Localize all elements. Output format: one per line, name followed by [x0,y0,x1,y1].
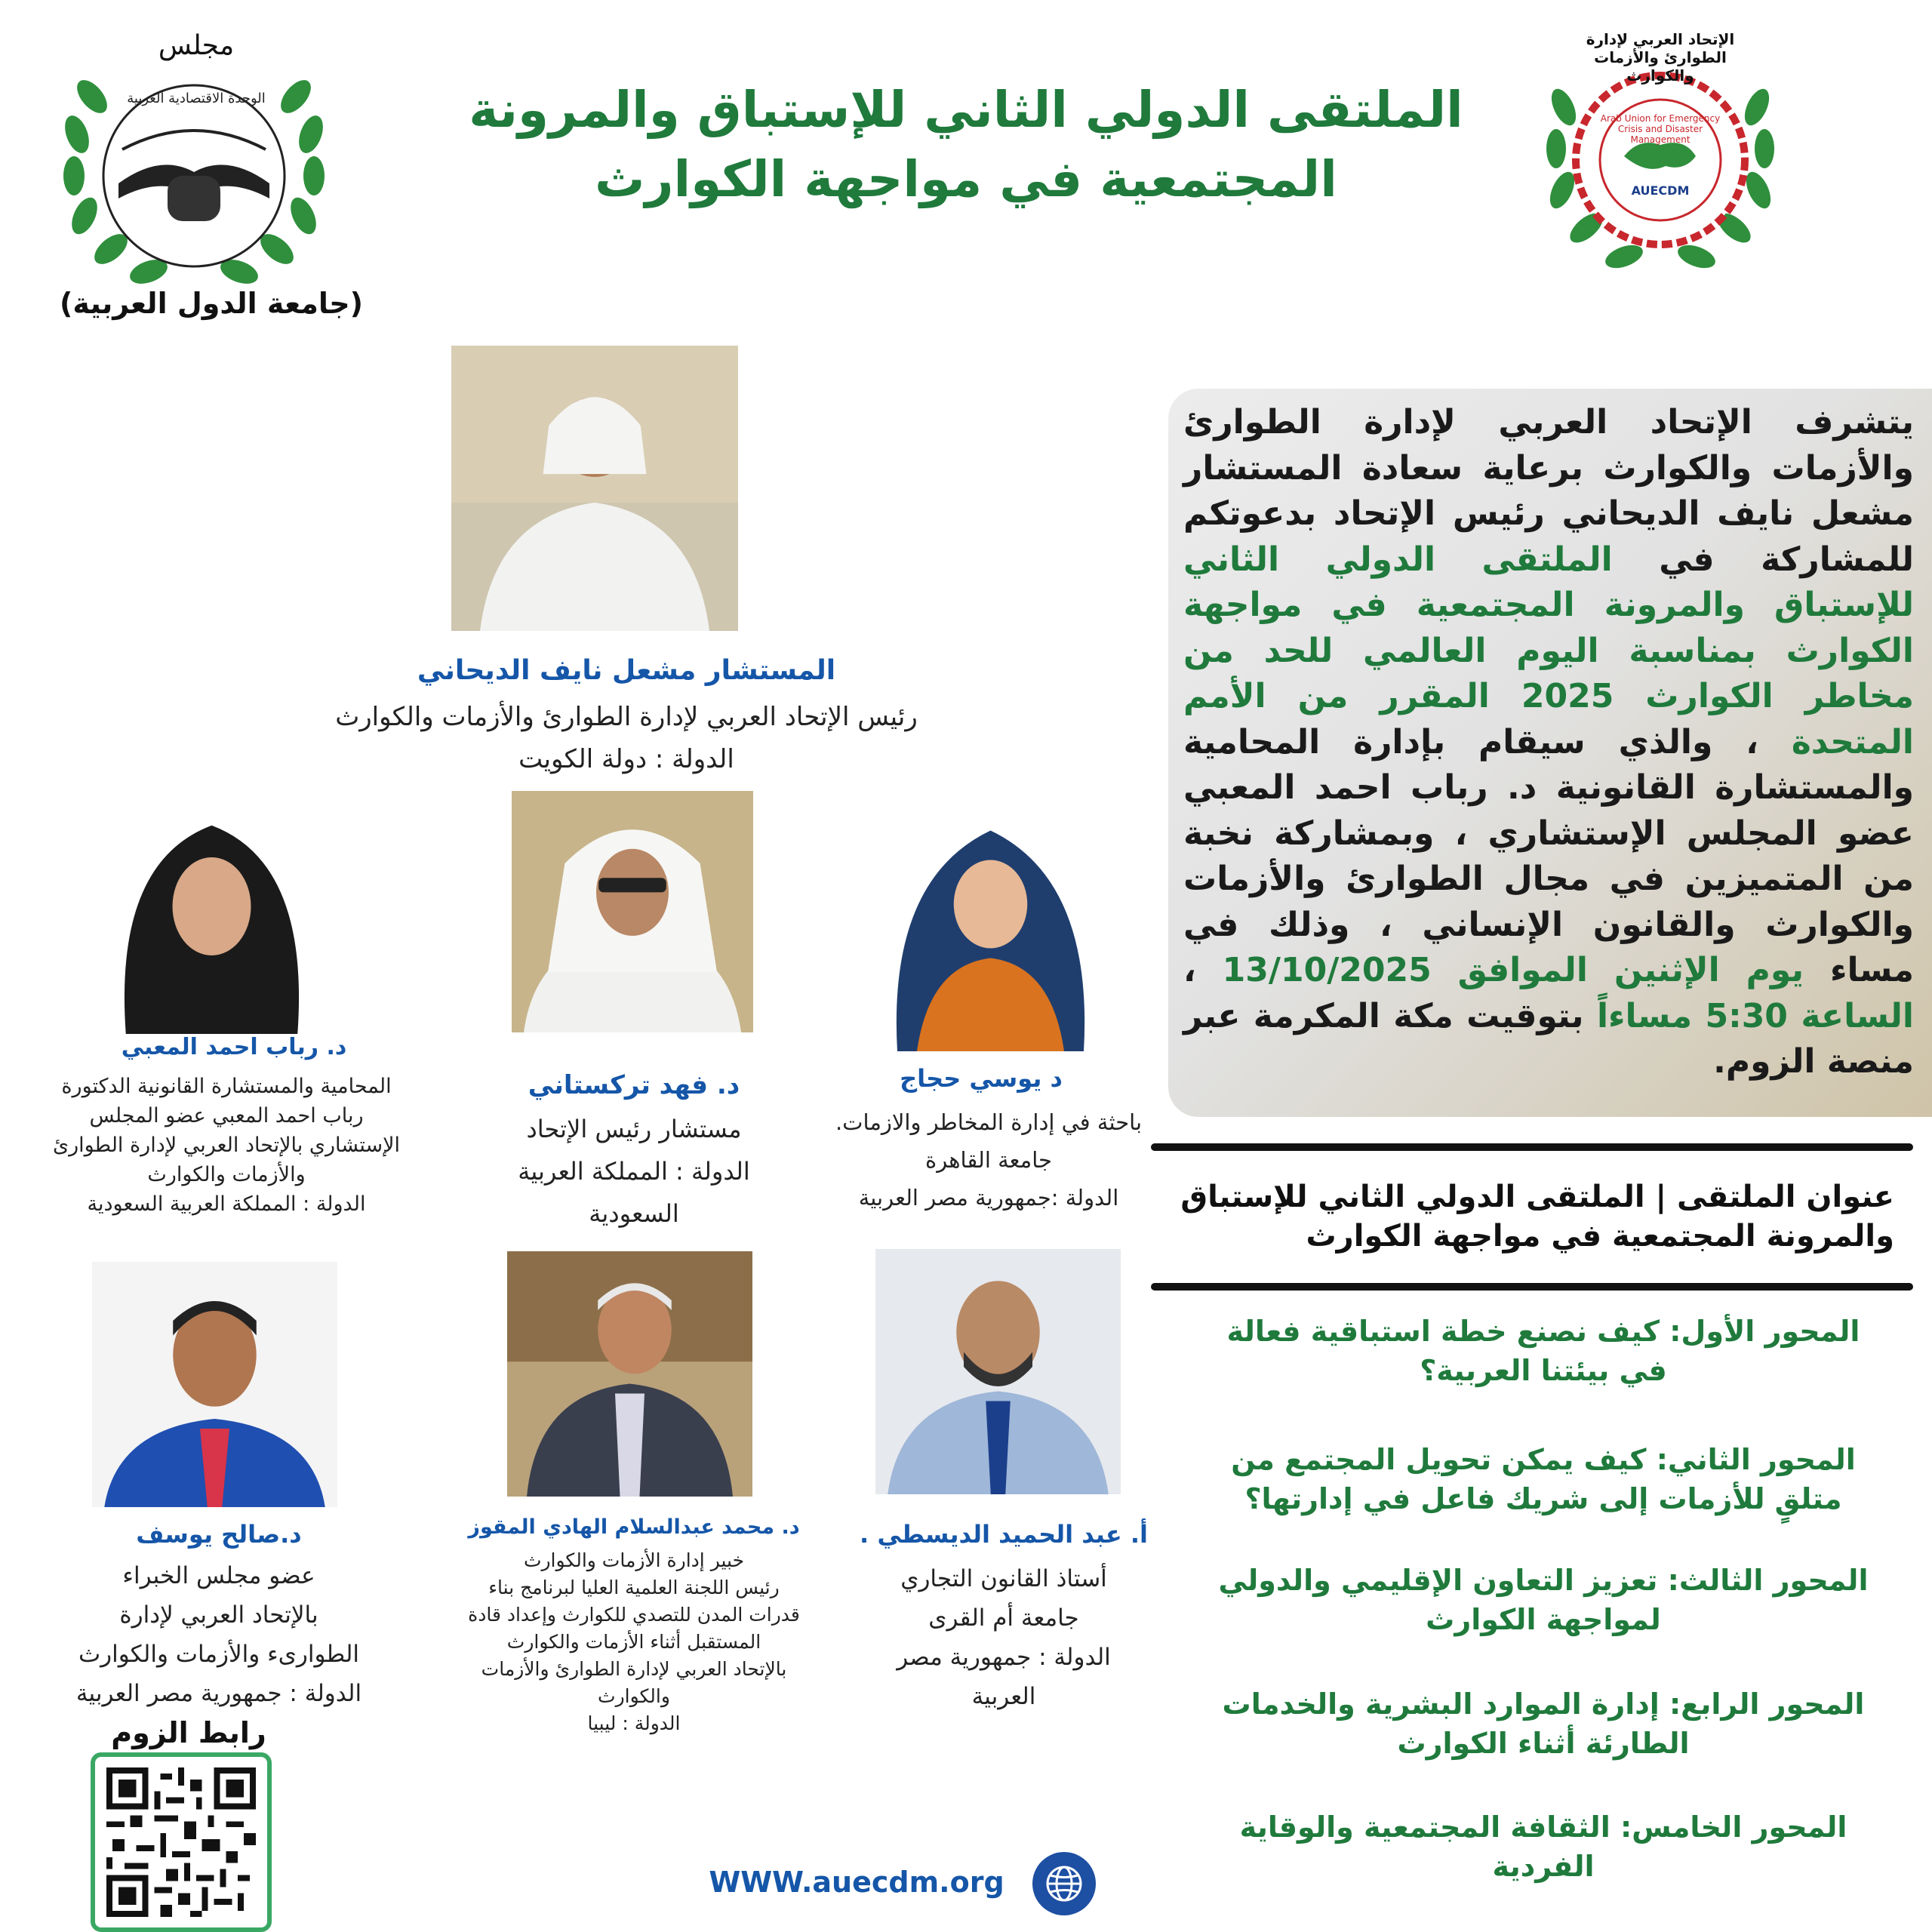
invitation-part3: ، والذي سيقام بإدارة المحامية والمستشارة القانونية د. رباب احمد المعبي عضو المجلس الإستشاري ، وبمشاركة نخبة من المتميزين في مجال الطوارئ والأزمات والكوارث والقانون الإنساني ، وذلك في مساء [1183,722,1914,989]
axis-2 [1162,1440,1924,1518]
axis-5 [1162,1807,1924,1886]
invitation-text [1183,400,1914,1085]
speaker-mohamed-line7: الدولة : ليبيا [587,1712,681,1734]
speaker-desc-main [257,696,996,780]
website-link[interactable]: WWW.auecdm.org [709,1866,1004,1899]
auecdm-logo-arabic-text: الإتحاد العربي لإدارة الطوارئ والأزمات والكوارث [1586,30,1735,85]
speaker-rabab-line2: رباب احمد المعبي عضو المجلس [89,1104,364,1128]
speaker-rabab-line1: المحامية والمستشارة القانونية الدكتورة [61,1075,392,1098]
council-logo [47,29,341,289]
laurel-wreath-icon [47,29,341,289]
divider-bottom [1151,1283,1913,1291]
speaker-abdelhamid-line4: العربية [971,1683,1036,1710]
axis-4-line1: المحور الرابع: إدارة الموارد البشرية والخدمات [1222,1687,1865,1721]
axis-5-line2: الفردية [1492,1850,1595,1883]
forum-title-line2: والمرونة المجتمعية في مواجهة الكوارث [1306,1219,1894,1254]
speaker-rabab-line4: والأزمات والكوارث [147,1163,306,1186]
zoom-link-label: رابط الزوم [111,1716,266,1749]
speaker-mohamed-line5: بالإتحاد العربي لإدارة الطوارئ والأزمات [481,1658,787,1680]
speaker-mohamed-line1: خبير إدارة الأزمات والكوارث [523,1549,745,1571]
speaker-fahad-line2: الدولة : المملكة العربية [518,1157,750,1186]
divider-top [1151,1143,1913,1151]
speaker-desc-abdelhamid [838,1559,1170,1716]
speaker-main-role: رئيس الإتحاد العربي لإدارة الطوارئ والأزمات والكوارث [335,702,918,732]
speaker-desc-saleh [30,1556,408,1713]
speaker-name-fahad: د. فهد تركستاني [528,1070,740,1100]
speaker-yousi-line3: الدولة :جمهورية مصر العربية [858,1185,1119,1211]
speaker-name-yousi: د يوسي حجاج [900,1064,1063,1093]
speaker-fahad-line1: مستشار رئيس الإتحاد [526,1115,742,1143]
speaker-main-country: الدولة : دولة الكويت [518,744,734,774]
auecdm-logo-english-text: Arab Union for Emergency Crisis and Disaster Management [1600,113,1721,145]
speaker-name-abdelhamid: أ. عبد الحميد الديسطي . [860,1520,1148,1549]
axis-5-line1: المحور الخامس: الثقافة المجتمعية والوقاية [1239,1810,1847,1844]
speaker-abdelhamid-line2: جامعة أم القرى [928,1604,1079,1632]
axis-2-line1: المحور الثاني: كيف يمكن تحويل المجتمع من [1231,1443,1856,1476]
speaker-mohamed-line4: المستقبل أثناء الأزمات والكوارث [506,1631,761,1653]
speaker-photo-yousi [868,806,1113,1051]
forum-title [1177,1177,1894,1256]
speaker-mohamed-line6: والكوارث [598,1685,670,1707]
invitation-part7: بتوقيت مكة المكرمة عبر منصة الزوم. [1183,996,1914,1081]
arab-league-caption: (جامعة الدول العربية) [60,287,363,320]
speaker-rabab-line3: الإستشاري بالإتحاد العربي لإدارة الطوارئ [52,1134,401,1157]
speaker-name-saleh: د.صالح يوسف [136,1520,302,1549]
speaker-photo-main [451,346,738,631]
speaker-desc-rabab [15,1072,438,1219]
speaker-saleh-line1: عضو مجلس الخبراء [122,1562,315,1589]
globe-icon [1032,1852,1096,1915]
speaker-desc-fahad [453,1108,815,1235]
speaker-photo-mohamed [507,1251,752,1497]
speaker-photo-rabab [89,789,334,1034]
speaker-photo-abdelhamid [875,1249,1121,1494]
forum-title-line1: عنوان الملتقى | الملتقى الدولي الثاني للإستباق [1180,1180,1894,1214]
speaker-mohamed-line3: قدرات المدن للتصدي للكوارث وإعداد قادة [468,1604,800,1626]
speaker-mohamed-line2: رئيس اللجنة العلمية العليا لبرنامج بناء [488,1577,780,1598]
axis-4 [1162,1684,1924,1763]
speaker-name-rabab: د. رباب احمد المعبي [121,1034,347,1060]
auecdm-logo-abbr: AUECDM [1631,183,1690,198]
council-logo-arc-text: الوحدة الاقتصادية العربية [127,91,266,106]
axis-1 [1162,1312,1924,1390]
speaker-name-main: المستشار مشعل نايف الديحاني [417,655,836,686]
event-title-line2: المجتمعية في مواجهة الكوارث [595,150,1337,208]
axis-3 [1162,1561,1924,1639]
speaker-photo-fahad [512,791,753,1032]
council-logo-word: مجلس [158,30,235,61]
invitation-date: يوم الإثنين الموافق 13/10/2025 [1222,951,1804,989]
speaker-photo-saleh [92,1262,337,1507]
speaker-fahad-line3: السعودية [589,1199,679,1228]
speaker-desc-mohamed [423,1547,845,1737]
speaker-yousi-line2: جامعة القاهرة [925,1147,1052,1173]
axis-4-line2: الطارئة أثناء الكوارث [1397,1727,1690,1760]
axis-1-line2: في بيئتنا العربية؟ [1420,1354,1667,1387]
axis-3-line2: لمواجهة الكوارث [1426,1603,1661,1636]
event-title-line1: الملتقى الدولي الثاني للإستباق والمرونة [469,81,1463,139]
zoom-qr-code[interactable] [91,1752,272,1932]
invitation-event-name: الملتقى الدولي الثاني للإستباق والمرونة المجتمعية في مواجهة الكوارث بمناسبة اليوم العالمي للحد من مخاطر الكوارث 2025 المقرر من الأمم المتحدة [1183,540,1914,761]
speaker-saleh-line3: الطوارىء والأزمات والكوارث [78,1641,360,1668]
speaker-saleh-line4: الدولة : جمهورية مصر العربية [75,1680,362,1707]
axis-1-line1: المحور الأول: كيف نصنع خطة استباقية فعالة [1226,1315,1860,1348]
qr-code-icon [106,1767,257,1917]
speaker-rabab-line5: الدولة : المملكة العربية السعودية [87,1192,366,1216]
invitation-part1: يتشرف الإتحاد العربي لإدارة الطوارئ والأزمات والكوارث برعاية سعادة المستشار مشعل نايف الديحاني رئيس الإتحاد بدعوتكم للمشاركة في [1183,403,1914,579]
event-title [392,75,1540,214]
speaker-name-mohamed: د. محمد عبدالسلام الهادي المقوز [468,1515,800,1539]
invitation-part5: ، [1183,951,1223,989]
speaker-abdelhamid-line3: الدولة : جمهورية مصر [897,1644,1111,1671]
speaker-desc-yousi [785,1103,1192,1217]
speaker-saleh-line2: بالإتحاد العربي لإدارة [119,1601,318,1629]
axis-2-line2: متلقٍ للأزمات إلى شريك فاعل في إدارتها؟ [1244,1482,1842,1515]
speaker-yousi-line1: باحثة في إدارة المخاطر والازمات. [835,1109,1143,1135]
speaker-abdelhamid-line1: أستاذ القانون التجاري [900,1565,1107,1592]
invitation-time: الساعة 5:30 مساءاً [1596,996,1914,1035]
axis-3-line1: المحور الثالث: تعزيز التعاون الإقليمي والدولي [1218,1564,1869,1597]
